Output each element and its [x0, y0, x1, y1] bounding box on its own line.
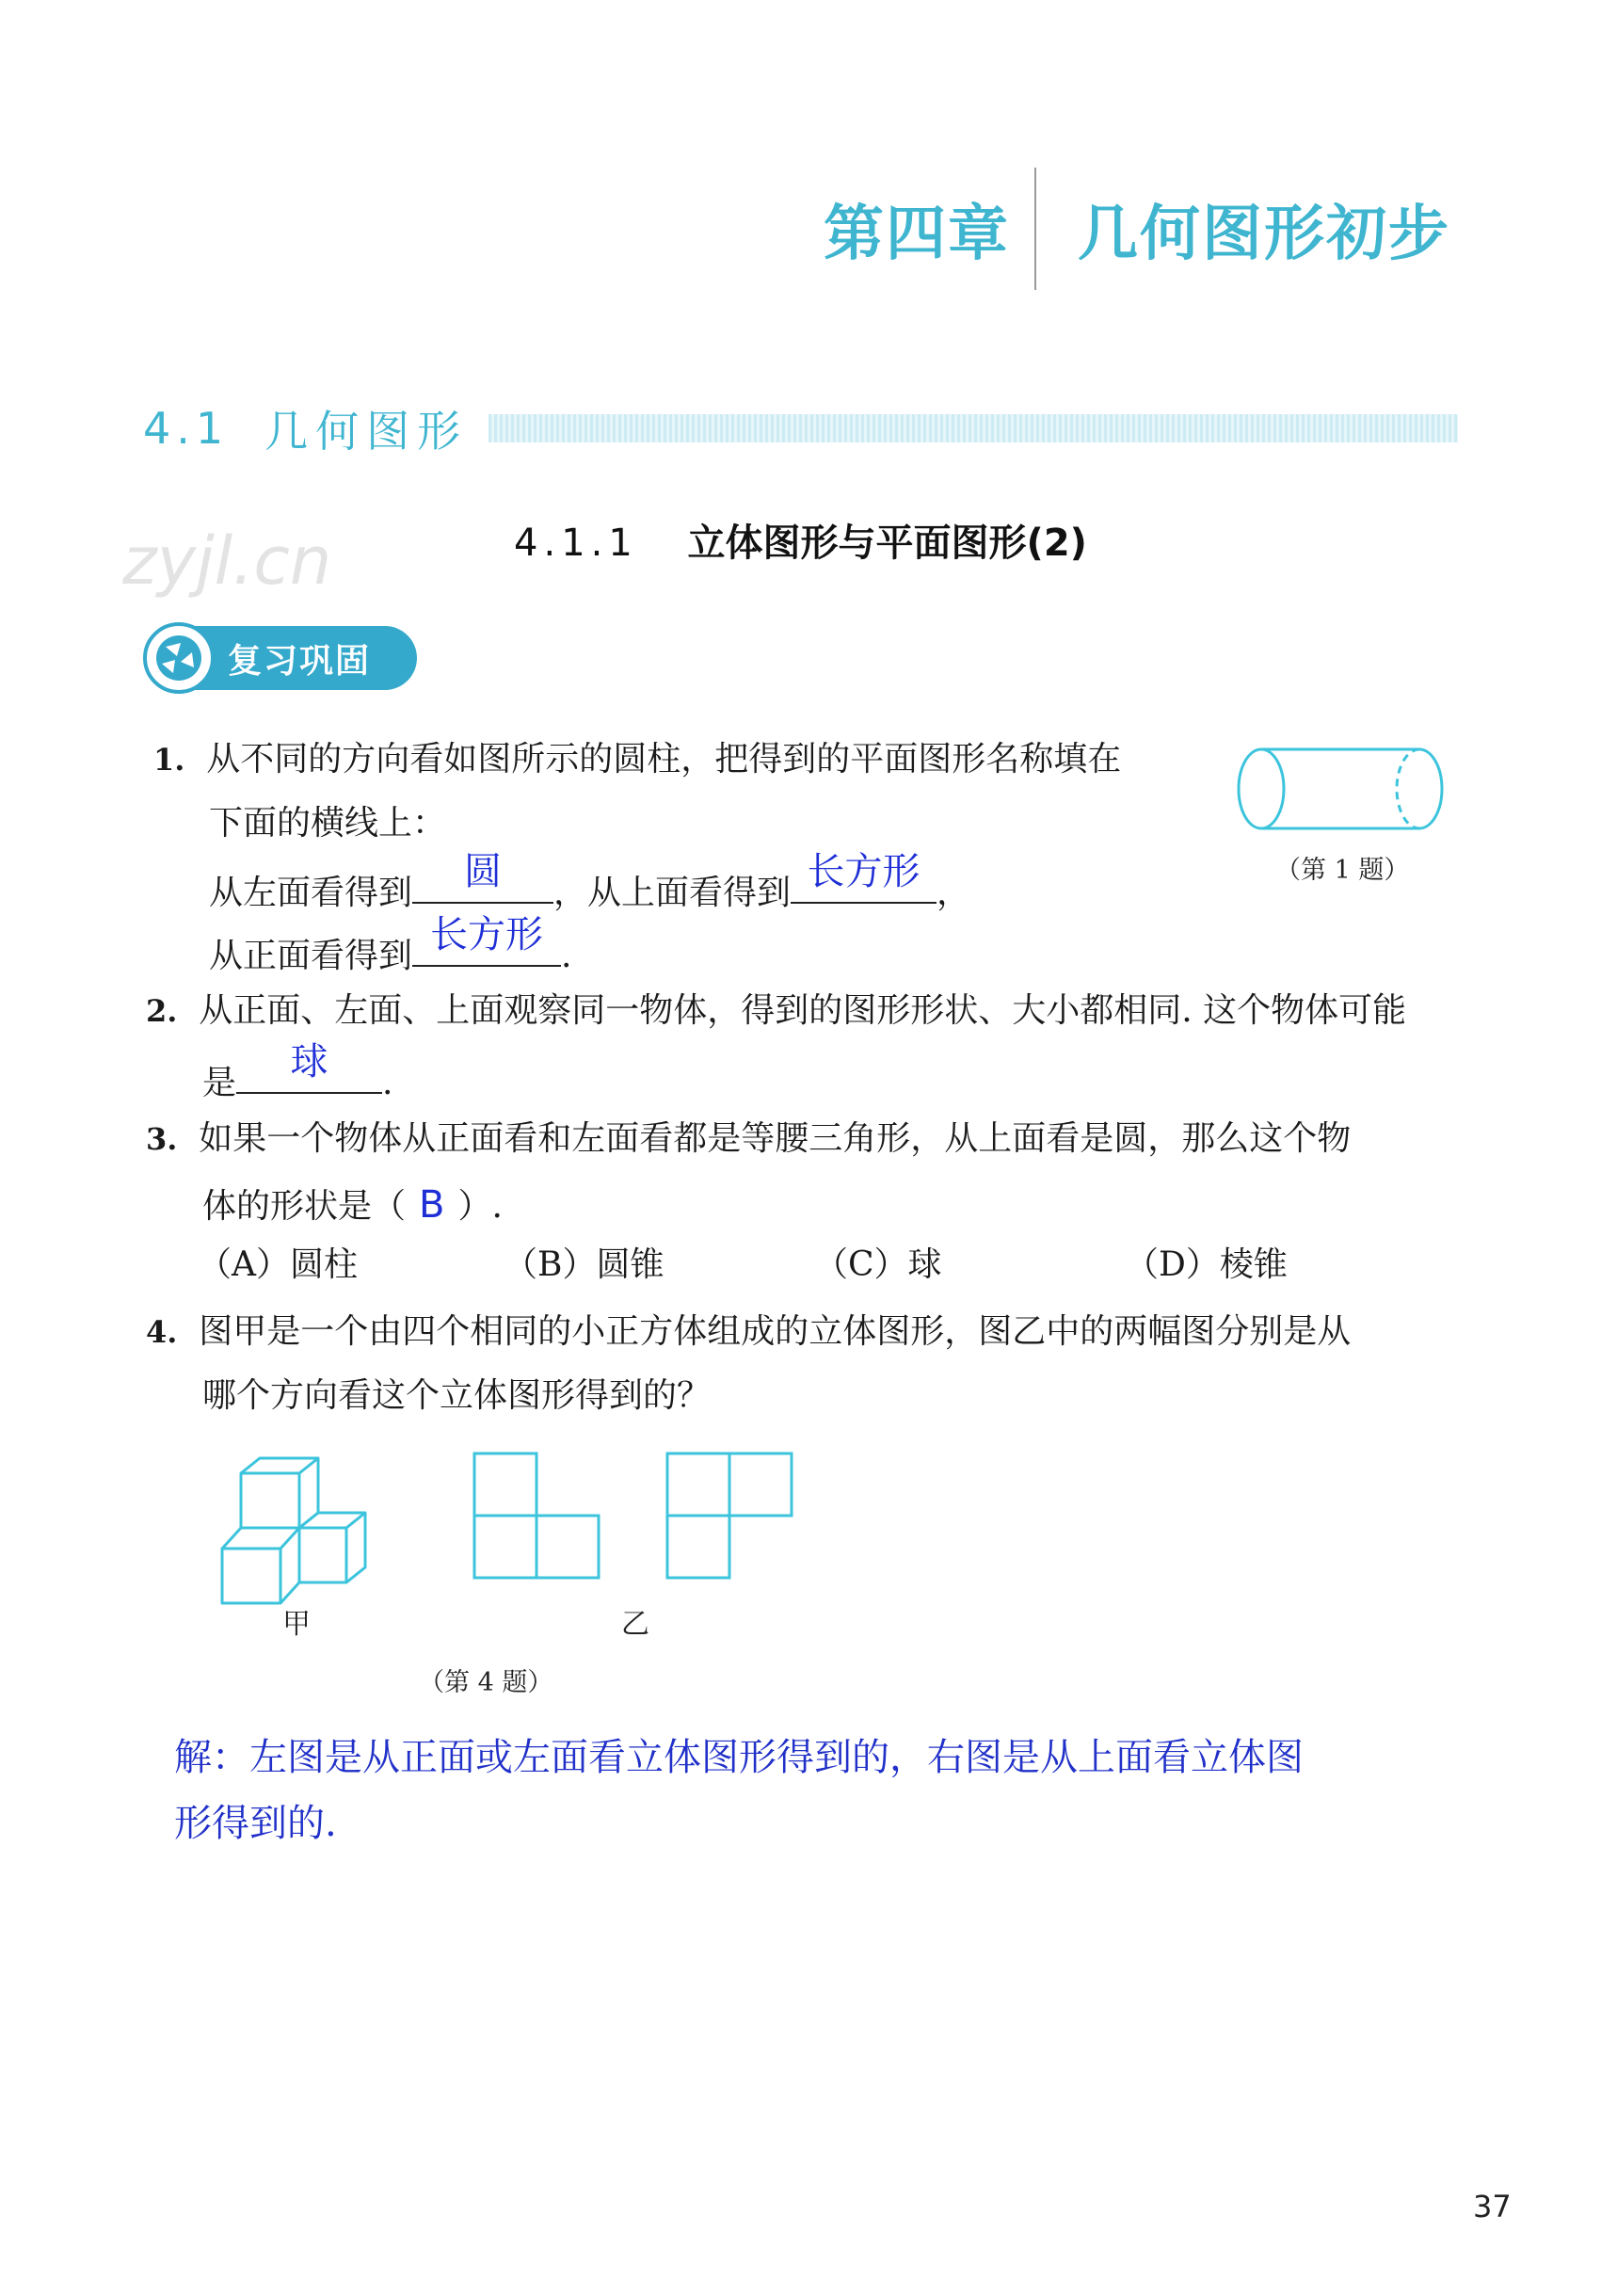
q4-text1: 图甲是一个由四个相同的小正方体组成的立体图形，图乙中的两幅图分别是从	[199, 1312, 1352, 1351]
q3-suffix: ）.	[457, 1187, 503, 1226]
q1-front-prefix: 从正面看得到	[209, 937, 413, 975]
q1-caption: （第 1 题）	[1275, 856, 1410, 885]
solution-line2: 形得到的.	[174, 1802, 337, 1845]
q1-number: 1.	[153, 742, 185, 778]
q1-text1: 从不同的方向看如图所示的圆柱，把得到的平面图形名称填在	[206, 740, 1122, 779]
q4-caption: （第 4 题）	[419, 1668, 553, 1697]
q1-line4	[209, 913, 572, 976]
cylinder-figure	[1233, 742, 1459, 836]
section-header	[143, 400, 1458, 457]
q2-answer: 球	[290, 1040, 328, 1084]
q2-suffix: .	[382, 1064, 393, 1102]
q4-line1	[146, 1311, 1351, 1352]
q2-line1	[146, 990, 1406, 1031]
q1-line2: 下面的横线上：	[209, 804, 447, 843]
q2-text1: 从正面、左面、上面观察同一物体，得到的图形形状、大小都相同. 这个物体可能	[199, 991, 1407, 1030]
review-badge	[149, 626, 417, 690]
q2-line2	[202, 1040, 393, 1103]
chapter-title: 几何图形初步	[1078, 200, 1450, 269]
q1-top-answer: 长方形	[807, 850, 921, 893]
q1-top-suffix: ，	[937, 874, 971, 912]
q3-option-c[interactable]: （C）球	[814, 1245, 942, 1284]
q1-top-blank[interactable]	[791, 850, 937, 904]
figure-yi-top-view	[664, 1450, 795, 1582]
q1-front-blank[interactable]	[412, 913, 561, 967]
page-number: 37	[1473, 2189, 1512, 2224]
q3-option-b[interactable]: （B）圆锥	[504, 1245, 664, 1284]
q3-line2	[202, 1182, 503, 1228]
subsection-number: 4.1.1	[514, 522, 638, 565]
q1-line1	[153, 739, 1121, 779]
section-number: 4.1	[143, 403, 230, 454]
q1-line3	[209, 850, 971, 913]
q3-line1	[146, 1118, 1351, 1159]
subsection-title: 立体图形与平面图形(2)	[687, 522, 1087, 565]
review-label: 复习巩固	[228, 641, 372, 681]
label-yi: 乙	[621, 1608, 649, 1641]
q3-option-d[interactable]: （D）棱锥	[1125, 1245, 1288, 1284]
q3-prefix: 体的形状是（	[202, 1187, 407, 1226]
q3-text1: 如果一个物体从正面看和左面看都是等腰三角形，从上面看是圆，那么这个物	[199, 1119, 1352, 1158]
q3-number: 3.	[146, 1121, 178, 1157]
q1-front-suffix: .	[561, 937, 572, 975]
chapter-divider	[1034, 168, 1036, 290]
q2-number: 2.	[146, 993, 178, 1029]
section-band	[488, 414, 1458, 442]
subsection-header	[0, 513, 1601, 567]
section-title: 几何图形	[264, 406, 469, 457]
q3-answer: B	[419, 1183, 445, 1227]
chapter-number: 第四章	[824, 200, 1010, 269]
figure-jia-cubes	[216, 1445, 376, 1605]
q1-front-answer: 长方形	[430, 913, 544, 956]
q1-left-prefix: 从左面看得到	[209, 874, 413, 912]
q1-left-answer: 圆	[464, 850, 503, 893]
q2-prefix: 是	[202, 1064, 237, 1102]
chapter-header	[824, 168, 1450, 290]
figure-yi-left-view	[471, 1450, 602, 1582]
q2-blank[interactable]	[236, 1040, 382, 1094]
label-jia: 甲	[282, 1608, 311, 1641]
q3-option-a[interactable]: （A）圆柱	[198, 1245, 358, 1284]
q4-line2: 哪个方向看这个立体图形得到的？	[202, 1376, 712, 1415]
solution-line1: 解：左图是从正面或左面看立体图形得到的，右图是从上面看立体图	[174, 1736, 1304, 1779]
q1-left-blank[interactable]	[412, 850, 553, 904]
watermark: zyjl.cn	[122, 522, 332, 600]
q1-top-prefix: ，从上面看得到	[553, 874, 792, 912]
review-icon	[143, 622, 215, 694]
q4-number: 4.	[146, 1314, 178, 1350]
